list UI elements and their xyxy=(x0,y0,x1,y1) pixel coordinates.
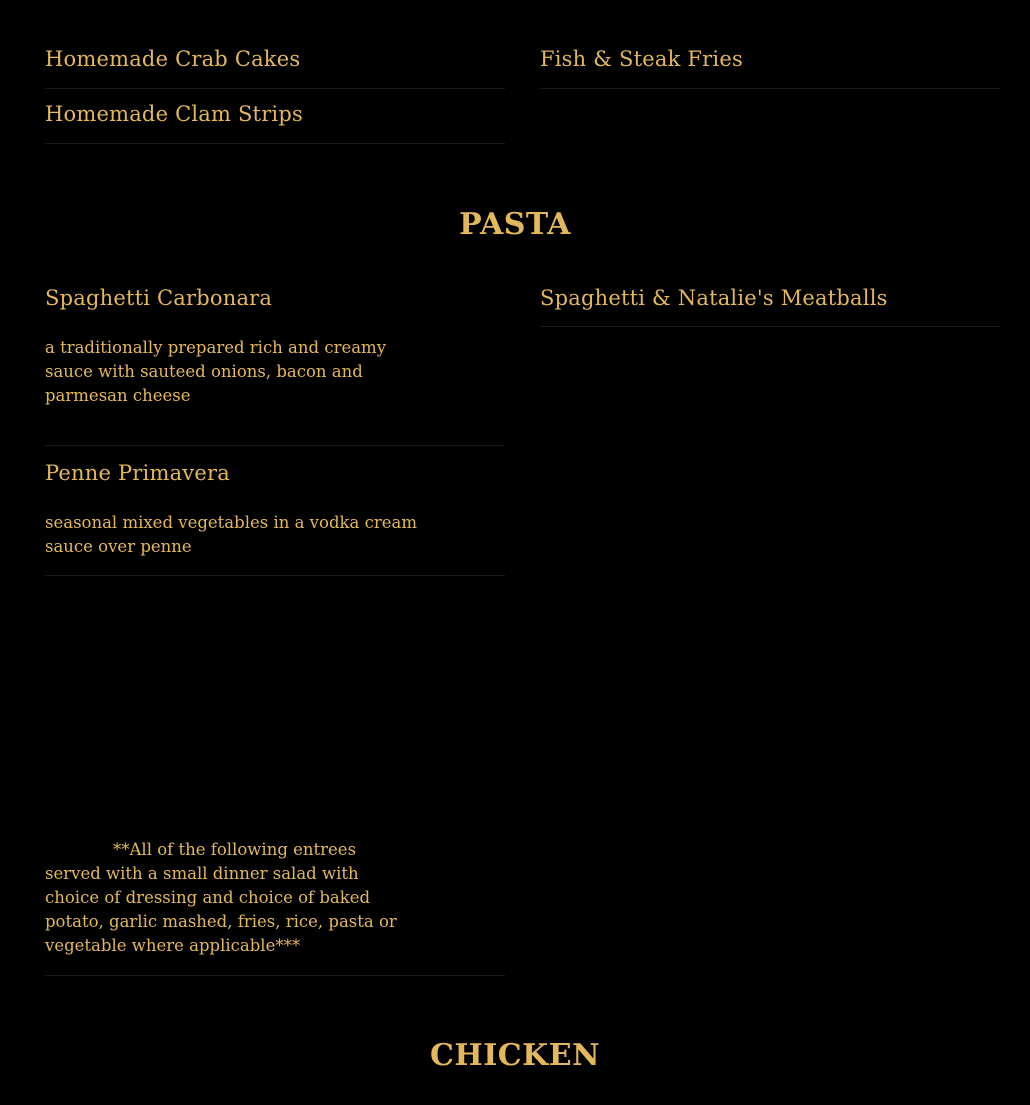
menu-item-clam-strips xyxy=(45,100,505,144)
entree-note: **All of the following entrees served with a small dinner salad with choice of dressing and choice of baked potato, garlic mashed, fries, rice, pasta or vegetable where applicable*** xyxy=(45,840,397,955)
section-heading-chicken: CHICKEN xyxy=(430,1038,600,1073)
menu-item-title: Homemade Crab Cakes xyxy=(45,47,301,71)
menu-item-description: a traditionally prepared rich and creamy sauce with sauteed onions, bacon and parmesan cheese xyxy=(45,338,387,405)
menu-item-title: Spaghetti Carbonara xyxy=(45,286,273,310)
menu-item-description: seasonal mixed vegetables in a vodka cream sauce over penne xyxy=(45,513,417,556)
menu-item-crab-cakes xyxy=(45,45,505,89)
previous-section-edge xyxy=(430,0,620,4)
menu-item-title: Fish & Steak Fries xyxy=(540,47,743,71)
menu-item-penne-primavera xyxy=(45,459,505,576)
entree-note-block xyxy=(45,838,505,976)
menu-item-title: Penne Primavera xyxy=(45,461,230,485)
menu-item-fish-steak-fries xyxy=(540,45,1000,89)
menu-item-spaghetti-carbonara xyxy=(45,284,505,446)
menu-item-title: Spaghetti & Natalie's Meatballs xyxy=(540,286,888,310)
section-heading-pasta: PASTA xyxy=(459,207,571,242)
menu-item-title: Homemade Clam Strips xyxy=(45,102,303,126)
menu-item-spaghetti-meatballs xyxy=(540,284,1000,327)
